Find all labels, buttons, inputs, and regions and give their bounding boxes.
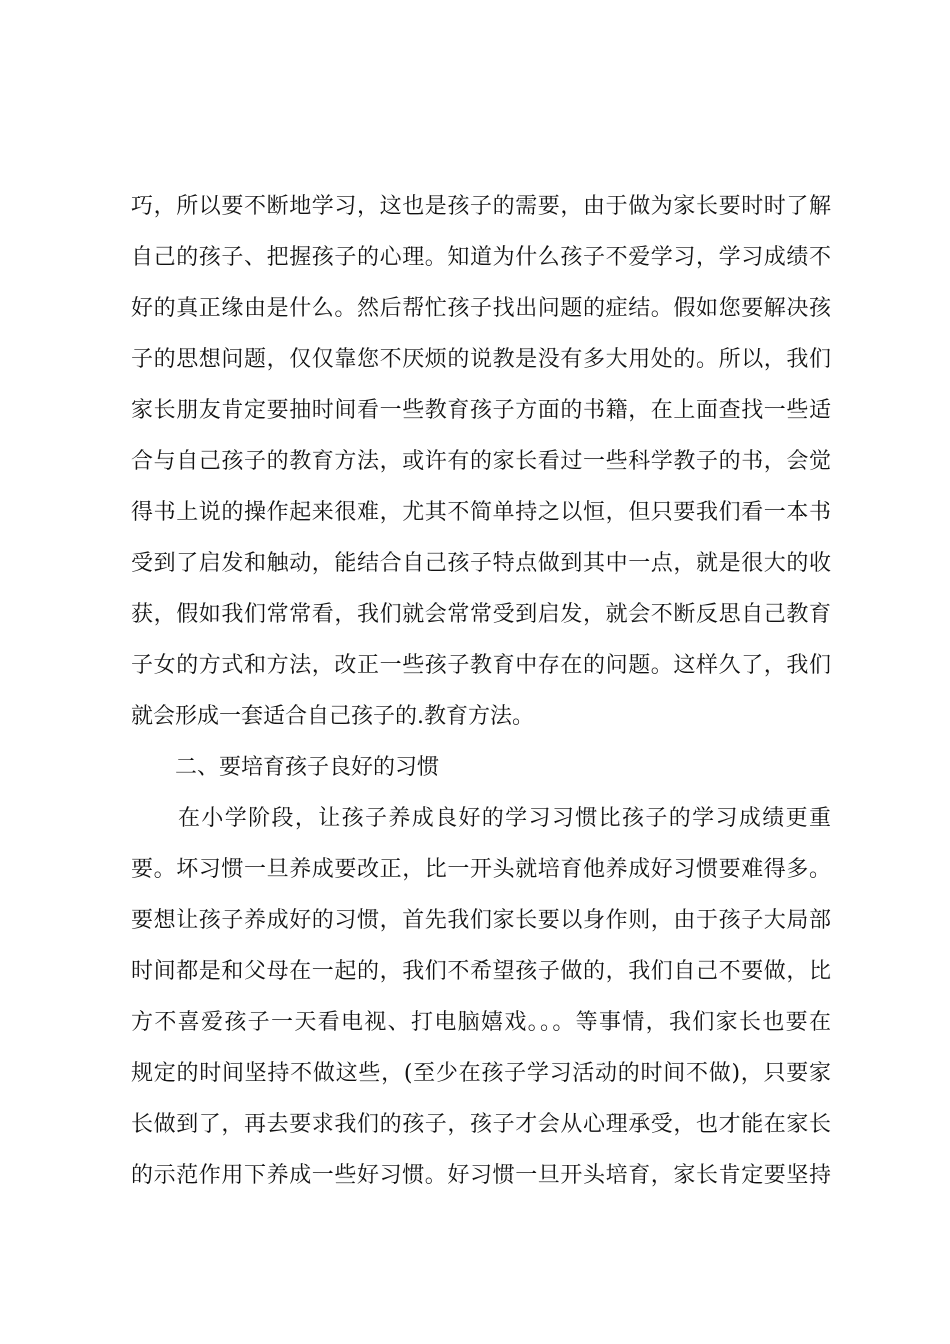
text-line: 要想让孩子养成好的习惯，首先我们家长要以身作则，由于孩子大局部	[131, 908, 831, 933]
text-line: 在小学阶段，让孩子养成良好的学习习惯比孩子的学习成绩更重	[178, 806, 831, 831]
text-line: 好的真正缘由是什么。然后帮忙孩子找出问题的症结。假如您要解决孩	[131, 296, 831, 321]
text-line: 要。坏习惯一旦养成要改正，比一开头就培育他养成好习惯要难得多。	[131, 857, 831, 882]
text-line: 子的思想问题，仅仅靠您不厌烦的说教是没有多大用处的。所以，我们	[131, 347, 831, 372]
section-heading: 二、要培育孩子良好的习惯	[175, 755, 440, 780]
text-line: 合与自己孩子的教育方法，或许有的家长看过一些科学教子的书，会觉	[131, 449, 831, 474]
text-line: 长做到了，再去要求我们的孩子，孩子才会从心理承受，也才能在家长	[131, 1112, 831, 1137]
text-line: 时间都是和父母在一起的，我们不希望孩子做的，我们自己不要做，比	[131, 959, 831, 984]
text-line: 规定的时间坚持不做这些，(至少在孩子学习活动的时间不做)，只要家	[131, 1061, 831, 1086]
text-line: 家长朋友肯定要抽时间看一些教育孩子方面的书籍，在上面查找一些适	[131, 398, 831, 423]
text-line: 得书上说的操作起来很难，尤其不简单持之以恒，但只要我们看一本书	[131, 500, 831, 525]
text-line: 方不喜爱孩子一天看电视、打电脑嬉戏。。。等事情，我们家长也要在	[131, 1010, 831, 1035]
text-line: 的示范作用下养成一些好习惯。好习惯一旦开头培育，家长肯定要坚持	[131, 1163, 831, 1188]
text-line: 自己的孩子、把握孩子的心理。知道为什么孩子不爱学习，学习成绩不	[131, 245, 831, 270]
text-line: 就会形成一套适合自己孩子的.教育方法。	[131, 704, 534, 729]
text-line: 受到了启发和触动，能结合自己孩子特点做到其中一点，就是很大的收	[131, 551, 831, 576]
text-line: 巧，所以要不断地学习，这也是孩子的需要，由于做为家长要时时了解	[131, 194, 831, 219]
text-line: 获，假如我们常常看，我们就会常常受到启发，就会不断反思自己教育	[131, 602, 831, 627]
text-line: 子女的方式和方法，改正一些孩子教育中存在的问题。这样久了，我们	[131, 653, 831, 678]
